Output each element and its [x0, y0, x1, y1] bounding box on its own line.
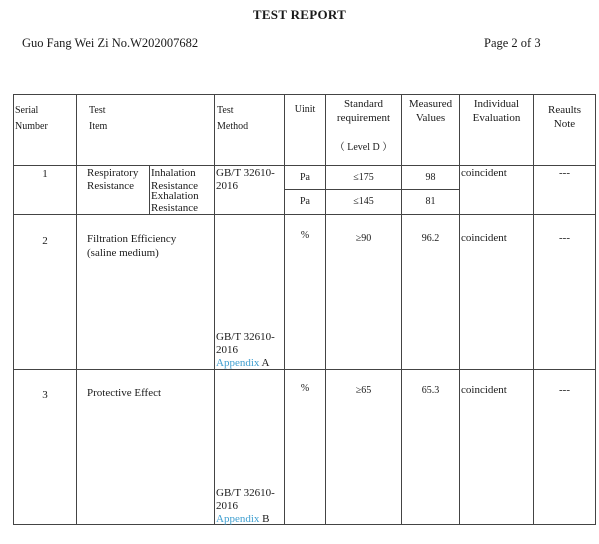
header-serial-line2: Number — [15, 121, 48, 132]
row2-evaluation: coincident — [461, 232, 507, 244]
row2-unit: % — [300, 230, 310, 241]
row1-exhalation-line1: Exhalation — [151, 190, 199, 202]
header-test-line1: Test — [89, 105, 106, 116]
row1-item-line2: Resistance — [87, 180, 135, 192]
row3-method-line1: GB/T 32610- — [216, 487, 275, 499]
row2-measured: 96.2 — [421, 233, 440, 244]
row-divider — [14, 214, 595, 215]
row3-measured: 65.3 — [421, 385, 440, 396]
row2-standard: ≥90 — [355, 233, 372, 244]
row1-exhalation-standard: ≤145 — [353, 196, 374, 207]
header-standard-level: （ Level D ） — [334, 142, 393, 153]
row3-method-line2: 2016 — [216, 500, 238, 512]
row3-method-appendix — [216, 513, 269, 526]
header-serial-line1: Serial — [15, 105, 39, 116]
test-results-table — [13, 94, 596, 525]
report-title: TEST REPORT — [252, 7, 347, 22]
row1-exhalation-measured: 81 — [425, 196, 436, 207]
row2-note: --- — [559, 232, 570, 244]
col-divider — [284, 95, 285, 524]
page-indicator: Page 2 of 3 — [484, 36, 541, 50]
row1-method-line1: GB/T 32610- — [216, 167, 275, 179]
row2-serial: 2 — [42, 235, 48, 247]
row1-method-line2: 2016 — [216, 180, 238, 192]
row3-item-line1: Protective Effect — [87, 387, 162, 399]
header-results-line2: Note — [553, 118, 576, 130]
row1-evaluation: coincident — [461, 167, 507, 179]
row-divider — [14, 165, 595, 166]
row2-method-appendix — [216, 357, 270, 370]
row1-inhalation-unit: Pa — [300, 172, 310, 183]
row1-serial: 1 — [42, 168, 48, 180]
row3-appendix-word: Appendix — [216, 513, 260, 525]
header-individual-line1: Individual — [473, 98, 520, 110]
row2-appendix-word: Appendix — [216, 357, 260, 369]
row1-inhalation-standard: ≤175 — [353, 172, 374, 183]
col-divider — [533, 95, 534, 524]
row1-exhalation-unit: Pa — [300, 196, 310, 207]
row2-item-line1: Filtration Efficiency — [87, 233, 177, 245]
row1-inhalation-line1: Inhalation — [151, 167, 196, 179]
row-divider — [284, 189, 459, 190]
col-divider — [214, 95, 215, 524]
col-divider — [149, 165, 150, 214]
header-unit: Uinit — [294, 104, 316, 115]
row1-inhalation-measured: 98 — [425, 172, 436, 183]
col-divider — [401, 95, 402, 524]
row3-unit: % — [300, 383, 310, 394]
row3-serial: 3 — [42, 389, 48, 401]
header-individual-line2: Evaluation — [472, 112, 521, 124]
row-divider — [14, 369, 595, 370]
row1-item-line1: Respiratory — [87, 167, 139, 179]
row2-item-line2: (saline medium) — [87, 247, 159, 259]
header-results-line1: Reaults — [548, 104, 581, 116]
row2-method-line2: 2016 — [216, 344, 238, 356]
header-method-line2: Method — [217, 121, 249, 132]
row3-standard: ≥65 — [355, 385, 372, 396]
header-measured-line1: Measured — [408, 98, 453, 110]
header-standard-line2: requirement — [336, 112, 391, 124]
row2-appendix-letter: A — [261, 357, 270, 369]
header-method-line1: Test — [217, 105, 234, 116]
row3-appendix-letter: B — [262, 513, 270, 525]
row2-method-line1: GB/T 32610- — [216, 331, 275, 343]
row1-note: --- — [559, 167, 570, 179]
report-reference-number: Guo Fang Wei Zi No.W202007682 — [22, 36, 199, 50]
col-divider — [325, 95, 326, 524]
header-measured-line2: Values — [415, 112, 446, 124]
header-standard-line1: Standard — [343, 98, 384, 110]
row1-inhalation-line2: Resistance — [151, 180, 199, 192]
row1-exhalation-line2: Resistance — [151, 202, 199, 214]
col-divider — [76, 95, 77, 524]
col-divider — [459, 95, 460, 524]
header-test-line2: Item — [89, 121, 108, 132]
row3-note: --- — [559, 384, 570, 396]
row3-evaluation: coincident — [461, 384, 507, 396]
